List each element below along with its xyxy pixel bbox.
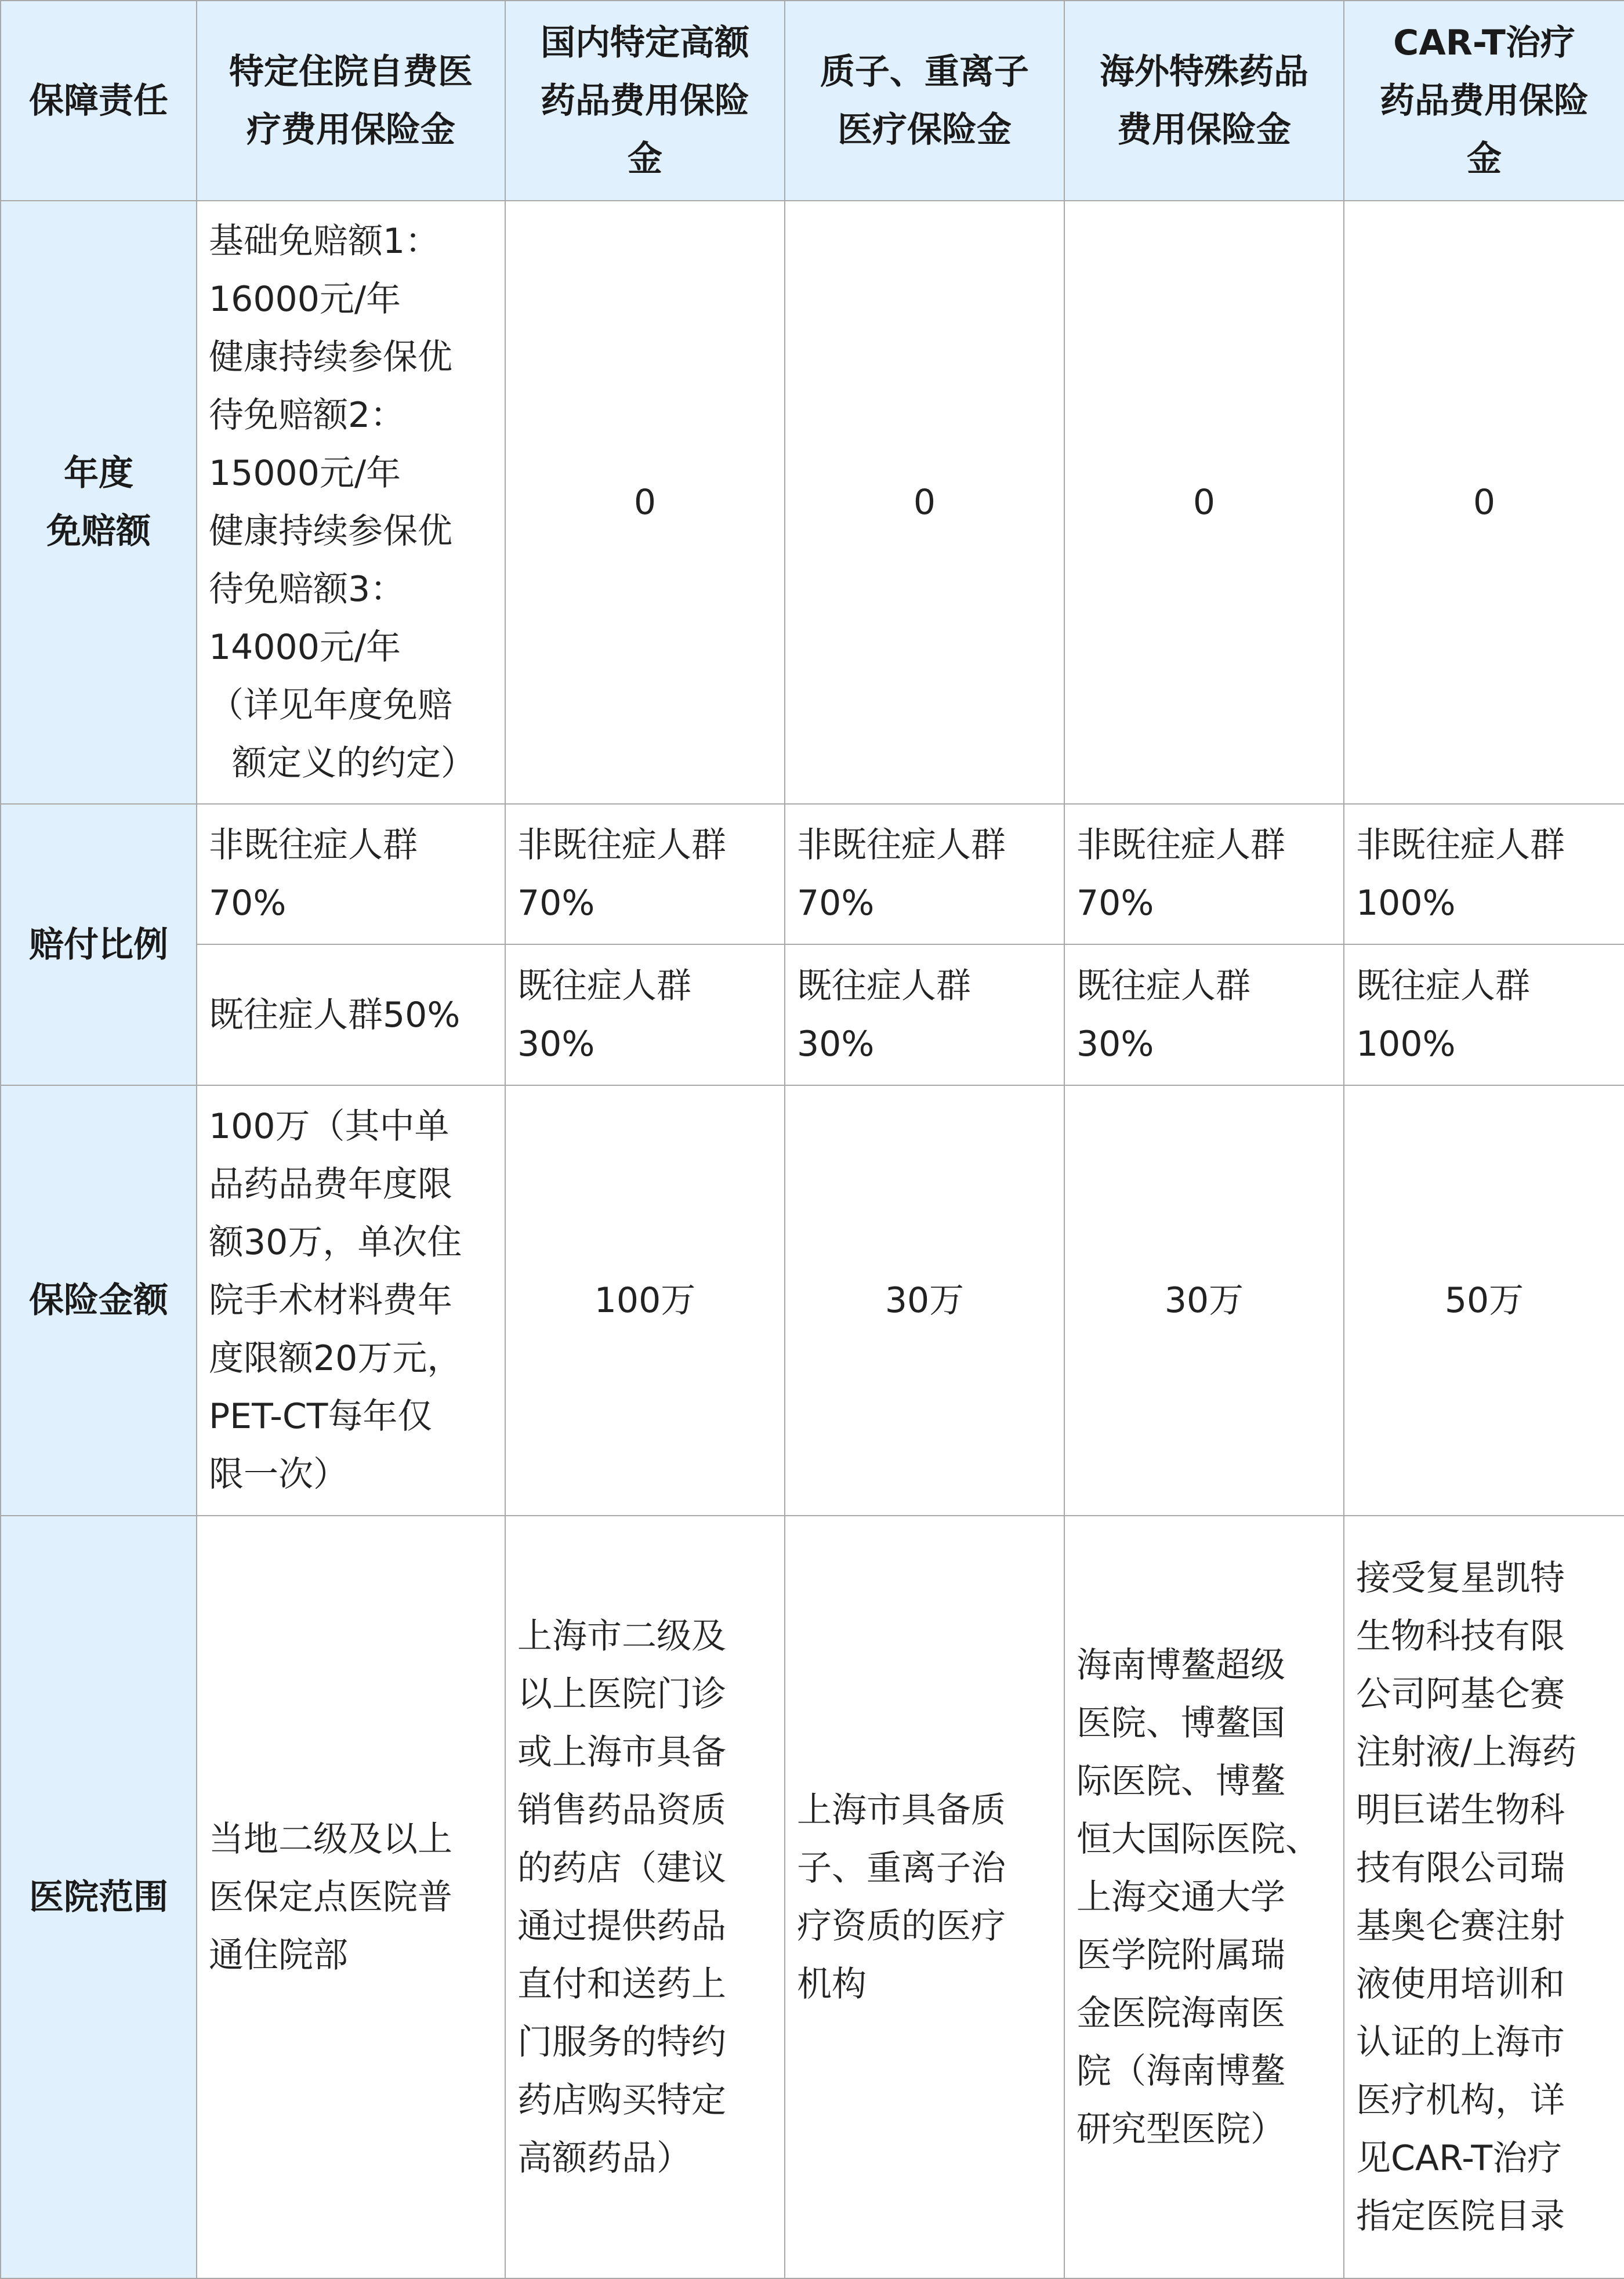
hospital-proton-cell: 上海市具备质 子、重离子治 疗资质的医疗 机构 (785, 1516, 1064, 2278)
hospital-domestic-cell: 上海市二级及 以上医院门诊 或上海市具备 销售药品资质 的药店（建议 通过提供药品 直付和送药上 门服务的特约 药店购买特定 高额药品） (505, 1516, 785, 2278)
hospital-overseas-cell: 海南博鳌超级 医院、博鳌国 际医院、博鳌 恒大国际医院、 上海交通大学 医学院附属瑞 金医院海南医 院（海南博鳌 研究型医院） (1064, 1516, 1344, 2278)
sum-insured-row (1, 1085, 1624, 1516)
hospital-inpatient-cell: 当地二级及以上 医保定点医院普 通住院部 (197, 1516, 505, 2278)
hospital-row (1, 1516, 1624, 2278)
ratio-car-t-preexisting: 既往症人群 100% (1344, 944, 1624, 1085)
ratio-label: 赔付比例 (1, 804, 197, 1085)
ratio-row-preexisting (1, 944, 1624, 1085)
sum-insured-domestic-cell: 100万 (505, 1085, 785, 1516)
header-row (1, 1, 1624, 201)
deductible-domestic-drugs-cell: 0 (505, 201, 785, 804)
sum-insured-label: 保险金额 (1, 1085, 197, 1516)
header-proton-heavy-ion: 质子、重离子 医疗保险金 (785, 1, 1064, 201)
sum-insured-overseas-cell: 30万 (1064, 1085, 1344, 1516)
ratio-proton-preexisting: 既往症人群 30% (785, 944, 1064, 1085)
hospital-car-t-cell: 接受复星凯特 生物科技有限 公司阿基仑赛 注射液/上海药 明巨诺生物科 技有限公司瑞 基奥仑赛注射 液使用培训和 认证的上海市 医疗机构，详 见CAR-T治疗 指定医院目录 (1344, 1516, 1624, 2278)
header-domestic-drugs: 国内特定高额 药品费用保险 金 (505, 1, 785, 201)
ratio-inpatient-preexisting: 既往症人群50% (197, 944, 505, 1085)
header-inpatient-self-pay: 特定住院自费医 疗费用保险金 (197, 1, 505, 201)
deductible-inpatient-cell: 基础免赔额1： 16000元/年 健康持续参保优 待免赔额2： 15000元/年 健康持续参保优 待免赔额3： 14000元/年 （详见年度免赔 额定义的约定） (197, 201, 505, 804)
deductible-car-t-cell: 0 (1344, 201, 1624, 804)
ratio-inpatient-non-preexisting: 非既往症人群 70% (197, 804, 505, 944)
hospital-label: 医院范围 (1, 1516, 197, 2278)
deductible-overseas-cell: 0 (1064, 201, 1344, 804)
deductible-proton-cell: 0 (785, 201, 1064, 804)
deductible-row (1, 201, 1624, 804)
ratio-overseas-preexisting: 既往症人群 30% (1064, 944, 1344, 1085)
ratio-car-t-non-preexisting: 非既往症人群 100% (1344, 804, 1624, 944)
header-overseas-drugs: 海外特殊药品 费用保险金 (1064, 1, 1344, 201)
ratio-domestic-non-preexisting: 非既往症人群 70% (505, 804, 785, 944)
ratio-proton-non-preexisting: 非既往症人群 70% (785, 804, 1064, 944)
sum-insured-car-t-cell: 50万 (1344, 1085, 1624, 1516)
header-car-t: CAR-T治疗 药品费用保险 金 (1344, 1, 1624, 201)
ratio-row-non-preexisting (1, 804, 1624, 944)
deductible-label: 年度 免赔额 (1, 201, 197, 804)
header-label-coverage: 保障责任 (1, 1, 197, 201)
ratio-overseas-non-preexisting: 非既往症人群 70% (1064, 804, 1344, 944)
sum-insured-inpatient-cell: 100万（其中单 品药品费年度限 额30万，单次住 院手术材料费年 度限额20万元， PET-CT每年仅 限一次） (197, 1085, 505, 1516)
sum-insured-proton-cell: 30万 (785, 1085, 1064, 1516)
ratio-domestic-preexisting: 既往症人群 30% (505, 944, 785, 1085)
